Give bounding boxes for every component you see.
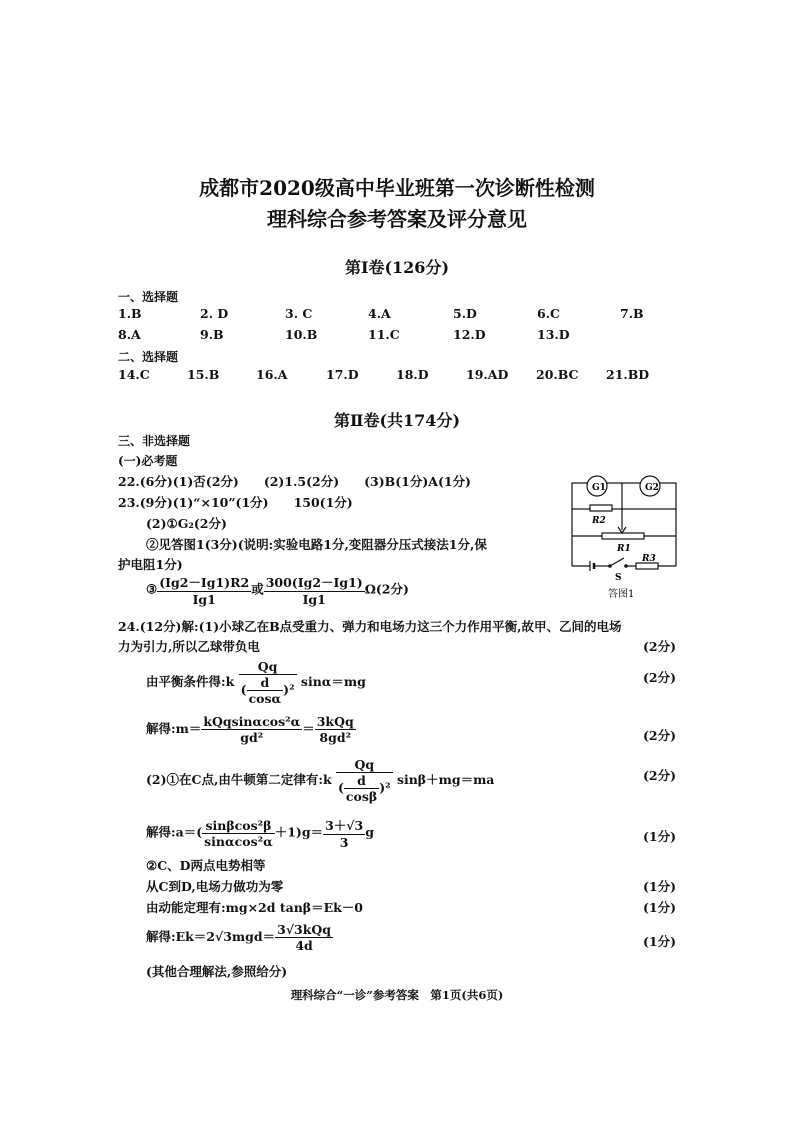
- eq1-fraction: [239, 659, 297, 706]
- score-2: (2分): [642, 670, 676, 685]
- eq3-numerator: Qq: [336, 757, 393, 773]
- answer-row-3: [0, 367, 794, 385]
- eq4-middle: ＋1)g＝: [274, 824, 324, 840]
- eq5-denominator: 4d: [295, 938, 313, 953]
- r2-label: R2: [592, 516, 606, 526]
- fraction-1: [157, 573, 251, 607]
- eq4-suffix: g: [365, 824, 374, 840]
- eq2-prefix: 解得:m＝: [146, 721, 202, 736]
- q23-part3-formula: [146, 573, 409, 607]
- equation-mass: [146, 714, 356, 745]
- g1-label: G1: [592, 483, 606, 493]
- eq3-suffix: sinβ＋mg＝ma: [396, 772, 495, 787]
- section-heading-2: 二、选择题: [118, 350, 179, 364]
- answer-2: 2. D: [200, 306, 229, 321]
- answer-10: 10.B: [285, 327, 318, 342]
- answer-13: 13.D: [537, 327, 570, 342]
- answer-7: 7.B: [620, 306, 644, 321]
- score-6: (1分): [642, 879, 676, 894]
- answer-9: 9.B: [200, 327, 224, 342]
- eq1-inner-denominator: cosα: [248, 691, 282, 706]
- score-3: (2分): [642, 728, 676, 743]
- eq2-fraction-2: [315, 714, 356, 745]
- eq1-prefix: 由平衡条件得:k: [146, 674, 235, 689]
- answer-18: 18.D: [396, 367, 429, 382]
- q24-intro-2: 力为引力,所以乙球带负电: [118, 639, 260, 654]
- fraction-1-numerator: (Ig2－Ig1)R2: [159, 575, 250, 590]
- eq4-prefix: 解得:a＝(: [146, 824, 203, 840]
- eq2-denominator-2: 8gd²: [319, 730, 352, 745]
- answer-16: 16.A: [256, 367, 288, 382]
- score-7: (1分): [642, 900, 676, 915]
- answer-8: 8.A: [118, 327, 141, 342]
- answer-1: 1.B: [118, 306, 142, 321]
- answer-11: 11.C: [368, 327, 400, 342]
- q24-intro-1: 24.(12分)解:(1)小球乙在B点受重力、弹力和电场力这三个力作用平衡,故甲、乙间的电场: [118, 619, 622, 634]
- section-heading-required: (一)必考题: [118, 454, 178, 468]
- eq1-denominator: ( $\frac{d}{\cos\alpha}$ )²: [240, 675, 295, 706]
- answer-12: 12.D: [453, 327, 486, 342]
- answer-19: 19.AD: [466, 367, 509, 382]
- q23-part2-note-cont: 护电阻1分): [118, 557, 183, 572]
- volume-1-heading: 第Ⅰ卷(126分): [344, 258, 450, 277]
- answer-3: 3. C: [285, 306, 313, 321]
- eq1-suffix: sinα＝mg: [300, 674, 366, 689]
- r1-label: R1: [617, 544, 631, 554]
- answer-17: 17.D: [326, 367, 359, 382]
- eq4-fraction-1: [202, 818, 275, 849]
- eq1-numerator: Qq: [239, 659, 297, 675]
- eq3-inner-denominator: cosβ: [345, 789, 378, 804]
- fraction-2: [264, 573, 365, 607]
- eq4-denominator-2: 3: [339, 835, 349, 850]
- equation-acceleration: [146, 816, 374, 850]
- score-4: (2分): [642, 768, 676, 783]
- eq4-denominator-1: sinαcos²α: [204, 833, 273, 849]
- kinetic-energy-theorem: 由动能定理有:mg×2d tanβ＝Ek－0: [146, 900, 363, 915]
- eq4-numerator-2: 3＋√3: [325, 818, 364, 833]
- circuit-diagram: [562, 470, 687, 610]
- section-heading-3: 三、非选择题: [118, 434, 191, 448]
- eq5-prefix: 解得:Ek＝2√3mgd＝: [146, 929, 276, 944]
- answer-15: 15.B: [187, 367, 220, 382]
- eq2-denominator-1: gd²: [240, 730, 264, 745]
- title-sub: 理科综合参考答案及评分意见: [267, 207, 527, 231]
- alternative-solution-note: (其他合理解法,参照给分): [146, 964, 288, 979]
- answer-4: 4.A: [368, 306, 391, 321]
- g2-label: G2: [645, 483, 659, 493]
- figure-caption: 答图1: [608, 589, 635, 600]
- switch-label: S: [615, 573, 622, 583]
- equation-newton: [146, 757, 494, 804]
- or-text: 或: [251, 581, 264, 597]
- section-heading-1: 一、选择题: [118, 290, 179, 304]
- eq4-fraction-2: [323, 816, 365, 850]
- equation-kinetic-energy: [146, 922, 333, 953]
- answer-20: 20.BC: [536, 367, 579, 382]
- score-1: (2分): [642, 639, 676, 654]
- q22-answer: 22.(6分)(1)否(2分) (2)1.5(2分) (3)B(1分)A(1分): [118, 474, 471, 489]
- r3-label: R3: [642, 554, 656, 564]
- equipotential-note: ②C、D两点电势相等: [146, 858, 266, 873]
- equation-equilibrium: [146, 659, 366, 706]
- answer-row-2: [0, 327, 794, 345]
- eq3-inner-numerator: d: [344, 773, 379, 789]
- score-8: (1分): [642, 934, 676, 949]
- answer-14: 14.C: [118, 367, 150, 382]
- fraction-2-numerator: 300(Ig2－Ig1): [265, 575, 363, 590]
- volume-2-heading: 第Ⅱ卷(共174分): [333, 411, 461, 430]
- eq4-numerator-1: sinβcos²β: [202, 818, 275, 834]
- answer-5: 5.D: [453, 306, 477, 321]
- eq2-equals: ＝: [302, 721, 315, 736]
- eq3-prefix: (2)①在C点,由牛顿第二定律有:k: [146, 772, 332, 787]
- work-zero-note: 从C到D,电场力做功为零: [146, 879, 284, 894]
- eq2-numerator-2: 3kQq: [316, 714, 354, 729]
- fraction-2-denominator: Ig1: [302, 592, 326, 607]
- formula-suffix: Ω(2分): [364, 581, 409, 597]
- q23-part2: (2)①G₂(2分): [146, 516, 227, 531]
- eq2-numerator-1: kQqsinαcos²α: [203, 714, 301, 729]
- score-5: (1分): [642, 829, 676, 844]
- eq3-fraction: [336, 757, 393, 804]
- eq5-numerator: 3√3kQq: [277, 922, 332, 937]
- eq3-denominator: ( $\frac{d}{\cos\beta}$ )²: [337, 773, 391, 804]
- eq5-fraction: [275, 922, 333, 953]
- q23-part2-note: ②见答图1(3分)(说明:实验电路1分,变阻器分压式接法1分,保: [146, 537, 487, 552]
- page-footer: 理科综合“一诊”参考答案 第1页(共6页): [290, 988, 504, 1002]
- answer-21: 21.BD: [606, 367, 650, 382]
- answer-row-1: [0, 306, 794, 324]
- q23-part1: 23.(9分)(1)“×10”(1分) 150(1分): [118, 495, 353, 510]
- eq2-fraction-1: [201, 714, 302, 745]
- circled-3: ③: [146, 581, 158, 597]
- answer-6: 6.C: [537, 306, 560, 321]
- title-main: 成都市2020级高中毕业班第一次诊断性检测: [199, 176, 595, 200]
- fraction-1-denominator: Ig1: [192, 592, 216, 607]
- eq1-inner-numerator: d: [247, 675, 284, 691]
